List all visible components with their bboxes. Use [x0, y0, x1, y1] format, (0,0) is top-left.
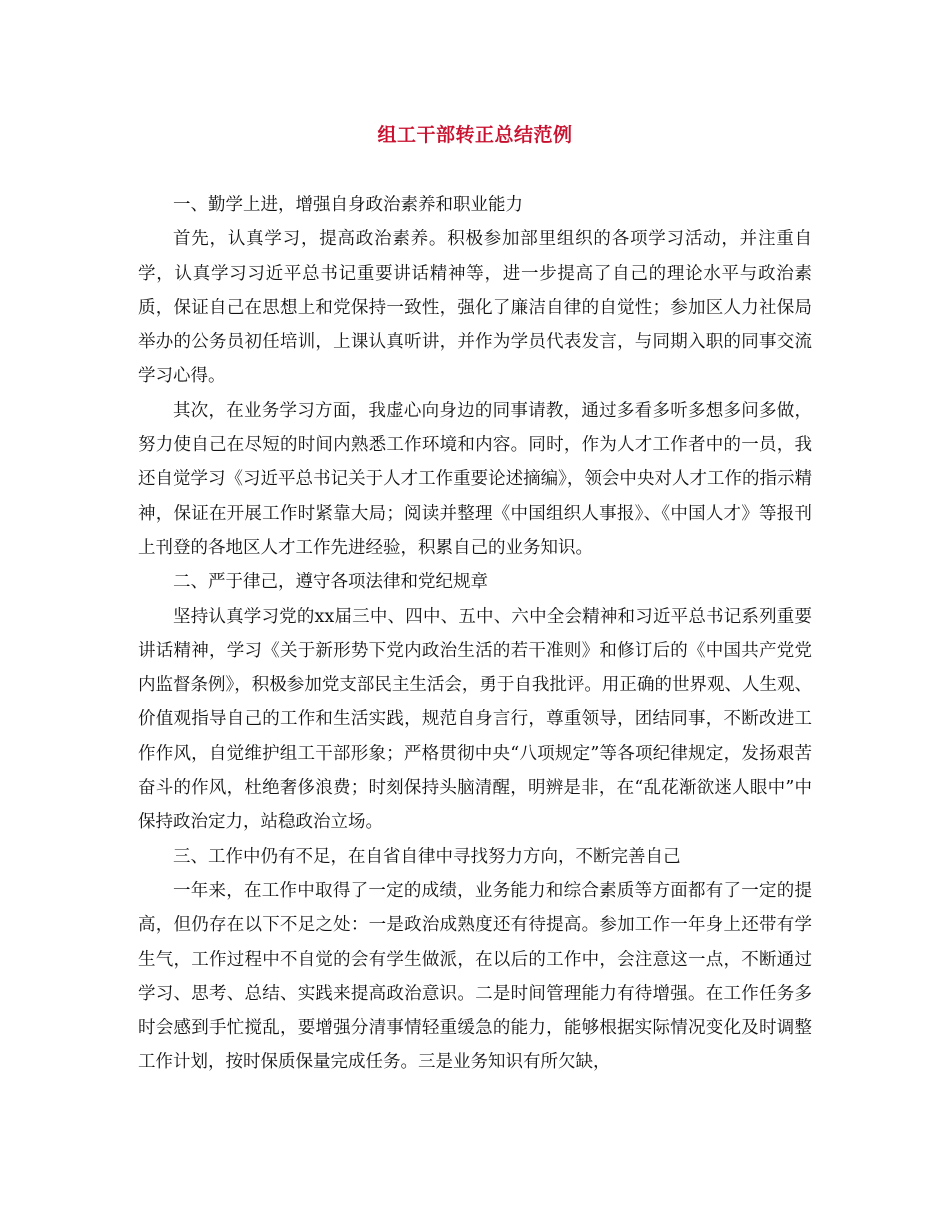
section-3 [138, 840, 812, 1080]
section-heading: 二、严于律己，遵守各项法律和党纪规章 [173, 572, 488, 593]
body-paragraph: 其次，在业务学习方面，我虚心向身边的同事请教，通过多看多听多想多问多做，努力使自己在尽短的时间内熟悉工作环境和内容。同时，作为人才工作者中的一员，我还自觉学习《习近平总书记关于人才工作重要论述摘编》，领会中央对人才工作的指示精神，保证在开展工作时紧靠大局；阅读并整理《中国组织人事报》、《中国人才》等报刊上刊登的各地区人才工作先进经验，积累自己的业务知识。 [138, 400, 812, 558]
body-paragraph: 首先，认真学习，提高政治素养。积极参加部里组织的各项学习活动，并注重自学，认真学习习近平总书记重要讲话精神等，进一步提高了自己的理论水平与政治素质，保证自己在思想上和党保持一致性，强化了廉洁自律的自觉性；参加区人力社保局举办的公务员初任培训，上课认真听讲，并作为学员代表发言，与同期入职的同事交流学习心得。 [138, 229, 812, 387]
section-1 [138, 188, 812, 565]
section-2 [138, 565, 812, 839]
section-heading: 三、工作中仍有不足，在自省自律中寻找努力方向，不断完善自己 [173, 846, 681, 867]
document-title: 组工干部转正总结范例 [377, 124, 573, 146]
body-paragraph: 一年来，在工作中取得了一定的成绩，业务能力和综合素质等方面都有了一定的提高，但仍存在以下不足之处：一是政治成熟度还有待提高。参加工作一年身上还带有学生气，工作过程中不自觉的会有学生做派，在以后的工作中，会注意这一点，不断通过学习、思考、总结、实践来提高政治意识。二是时间管理能力有待增强。在工作任务多时会感到手忙搅乱，要增强分清事情轻重缓急的能力，能够根据实际情况变化及时调整工作计划，按时保质保量完成任务。三是业务知识有所欠缺， [138, 880, 812, 1073]
body-paragraph: 坚持认真学习党的xx届三中、四中、五中、六中全会精神和习近平总书记系列重要讲话精神，学习《关于新形势下党内政治生活的若干准则》和修订后的《中国共产党党内监督条例》，积极参加党支部民主生活会，勇于自我批评。用正确的世界观、人生观、价值观指导自己的工作和生活实践，规范自身言行，尊重领导，团结同事，不断改进工作作风，自觉维护组工干部形象；严格贯彻中央“八项规定”等各项纪律规定，发扬艰苦奋斗的作风，杜绝奢侈浪费；时刻保持头脑清醒，明辨是非，在“乱花渐欲迷人眼中”中保持政治定力，站稳政治立场。 [138, 606, 812, 833]
section-heading: 一、勤学上进，增强自身政治素养和职业能力 [173, 195, 523, 215]
